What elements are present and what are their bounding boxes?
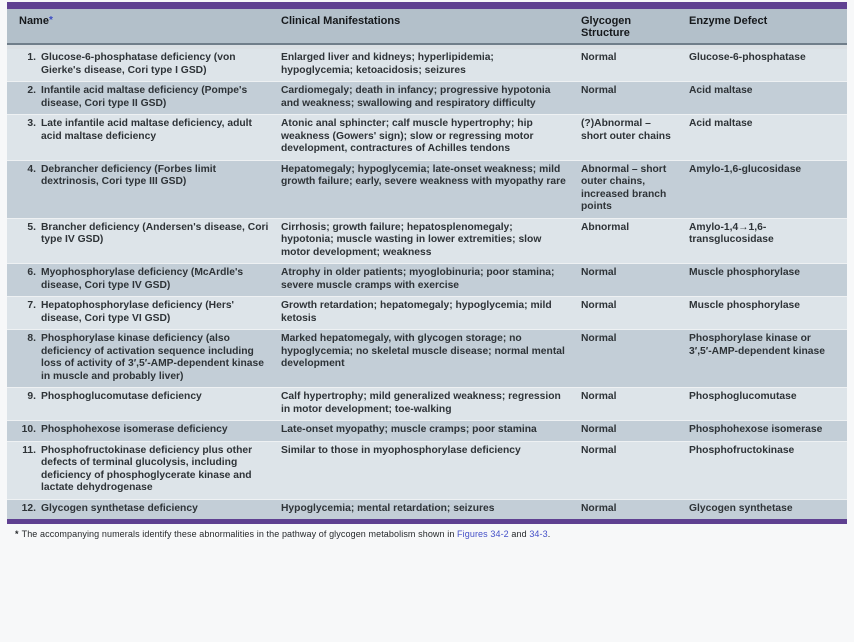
table-top-border [7,2,847,9]
clinical-manifestations-cell: Cardiomegaly; death in infancy; progressive hypotonia and weakness; swallowing and respiratory difficulty [281,85,551,109]
glycogen-structure-cell: Normal [581,267,617,278]
disease-name-cell [19,391,281,416]
enzyme-defect-cell: Phosphofructokinase [689,444,795,456]
column-header-glycogen-structure: Glycogen Structure [581,15,632,39]
enzyme-defect-cell: Phosphorylase kinase or 3′,5′-AMP-dependent kinase [689,333,825,357]
table-header-row [7,9,847,45]
row-number: 2. [27,85,36,96]
disease-name: Glucose-6-phosphatase deficiency (von Gierke's disease, Cori type I GSD) [41,52,236,76]
disease-name-cell [19,85,281,110]
column-header-name-label: Name [19,15,49,27]
figure-34-3-link[interactable]: 34-3 [529,529,548,539]
clinical-manifestations-cell: Similar to those in myophosphorylase deficiency [281,444,521,456]
disease-name: Phosphoglucomutase deficiency [41,391,202,402]
enzyme-defect-cell: Amylo-1,4→1,6-transglucosidase [689,221,774,245]
footnote-text: The accompanying numerals identify these abnormalities in the pathway of glycogen metabolism shown in [21,529,458,539]
table-row [7,160,847,218]
disease-name-cell [19,424,281,437]
clinical-manifestations-cell: Atrophy in older patients; myoglobinuria; poor stamina; severe muscle cramps with exercise [281,267,555,291]
enzyme-defect-cell: Glycogen synthetase [689,502,793,514]
table-row [7,49,847,81]
row-number: 3. [27,118,36,129]
enzyme-defect-cell: Acid maltase [689,85,753,96]
row-number: 5. [27,221,36,233]
clinical-manifestations-cell: Enlarged liver and kidneys; hyperlipidemia; hypoglycemia; ketoacidosis; seizures [281,52,494,76]
glycogen-structure-cell: Normal [581,52,617,63]
glycogen-structure-cell: Normal [581,502,617,514]
enzyme-defect-cell: Phosphoglucomutase [689,391,797,402]
disease-name: Phosphorylase kinase deficiency (also deficiency of activation sequence including loss of activity of 3′,5′-AMP-dependent kinase in muscle and probably liver) [41,333,264,382]
glycogen-structure-cell: Abnormal [581,221,630,233]
row-number: 8. [27,333,36,344]
glycogen-structure-cell: (?)Abnormal – short outer chains [581,118,671,142]
footnote-asterisk-marker: * [48,15,53,26]
enzyme-defect-cell: Glucose-6-phosphatase [689,52,806,63]
table-row [7,81,847,114]
footnote-marker: * [15,529,19,539]
enzyme-defect-cell: Muscle phosphorylase [689,267,801,278]
row-number: 9. [27,391,36,402]
clinical-manifestations-cell: Marked hepatomegaly, with glycogen storage; no hypoglycemia; no skeletal muscle disease; normal mental development [281,333,565,369]
disease-name: Brancher deficiency (Andersen's disease, Cori type IV GSD) [41,221,269,245]
disease-name-cell [19,503,281,516]
enzyme-defect-cell: Acid maltase [689,118,753,129]
table-row [7,420,847,441]
row-number: 11. [22,444,36,456]
disease-name-cell [19,267,281,292]
footnote-and-text: and [508,529,530,539]
row-number: 1. [27,52,36,63]
disease-name: Hepatophosphorylase deficiency (Hers' disease, Cori type VI GSD) [41,300,234,324]
clinical-manifestations-cell: Calf hypertrophy; mild generalized weakness; regression in motor development; toe-walking [281,391,561,415]
row-number: 4. [27,163,36,175]
column-header-name [19,15,281,39]
clinical-manifestations-cell: Hepatomegaly; hypoglycemia; late-onset weakness; mild growth failure; early, severe weakness with myopathy rare [281,163,566,187]
column-header-clinical-manifestations: Clinical Manifestations [281,15,401,27]
disease-name: Glycogen synthetase deficiency [41,502,198,514]
enzyme-defect-cell: Phosphohexose isomerase [689,424,823,435]
footnote [7,529,847,539]
clinical-manifestations-cell: Late-onset myopathy; muscle cramps; poor stamina [281,424,537,435]
clinical-manifestations-cell: Atonic anal sphincter; calf muscle hypertrophy; hip weakness (Gowers' sign); slow or regressing motor development, contractures of Achilles tendons [281,118,534,154]
glycogen-structure-cell: Normal [581,391,617,402]
row-number: 7. [27,300,36,311]
row-number: 12. [21,502,36,514]
glycogen-structure-cell: Normal [581,444,617,456]
disease-name: Myophosphorylase deficiency (McArdle's disease, Cori type IV GSD) [41,267,244,291]
column-header-enzyme-defect: Enzyme Defect [689,15,768,27]
glycogen-structure-cell: Normal [581,300,617,311]
table-body [7,49,847,519]
table-row [7,114,847,160]
table-bottom-border [7,519,847,524]
table-row [7,263,847,296]
disease-name: Phosphofructokinase deficiency plus other defects of terminal glucolysis, including deficiency of phosphoglycerate kinase and lactate dehydrogenase [41,444,253,493]
table-row [7,218,847,264]
table-row [7,387,847,420]
table-row [7,499,847,520]
glycogen-structure-cell: Abnormal – short outer chains, increased branch points [581,163,667,212]
row-number: 6. [27,267,36,278]
table-row [7,296,847,329]
glycogen-structure-cell: Normal [581,85,617,96]
clinical-manifestations-cell: Cirrhosis; growth failure; hepatosplenomegaly; hypotonia; muscle wasting in lower extremities; slow motor development; weakness [281,221,542,258]
disease-name: Infantile acid maltase deficiency (Pompe's disease, Cori type II GSD) [41,85,248,109]
enzyme-defect-cell: Amylo-1,6-glucosidase [689,163,802,175]
clinical-manifestations-cell: Growth retardation; hepatomegaly; hypoglycemia; mild ketosis [281,300,552,324]
disease-name-cell [19,445,281,495]
glycogen-structure-cell: Normal [581,424,617,435]
disease-name-cell [19,222,281,260]
enzyme-defect-cell: Muscle phosphorylase [689,300,801,311]
disease-name-cell [19,300,281,325]
table-row [7,441,847,499]
glycogen-structure-cell: Normal [581,333,617,344]
disease-name: Late infantile acid maltase deficiency, adult acid maltase deficiency [41,118,252,142]
footnote-period: . [547,529,551,539]
disease-name-cell [19,333,281,383]
table-row [7,329,847,387]
disease-name: Phosphohexose isomerase deficiency [41,424,228,435]
disease-name-cell [19,118,281,156]
row-number: 10. [21,424,36,435]
figure-34-2-link[interactable]: Figures 34-2 [457,529,509,539]
clinical-manifestations-cell: Hypoglycemia; mental retardation; seizures [281,502,495,514]
disease-name-cell [19,164,281,214]
disease-name-cell [19,52,281,77]
disease-name: Debrancher deficiency (Forbes limit dextrinosis, Cori type III GSD) [41,163,217,187]
